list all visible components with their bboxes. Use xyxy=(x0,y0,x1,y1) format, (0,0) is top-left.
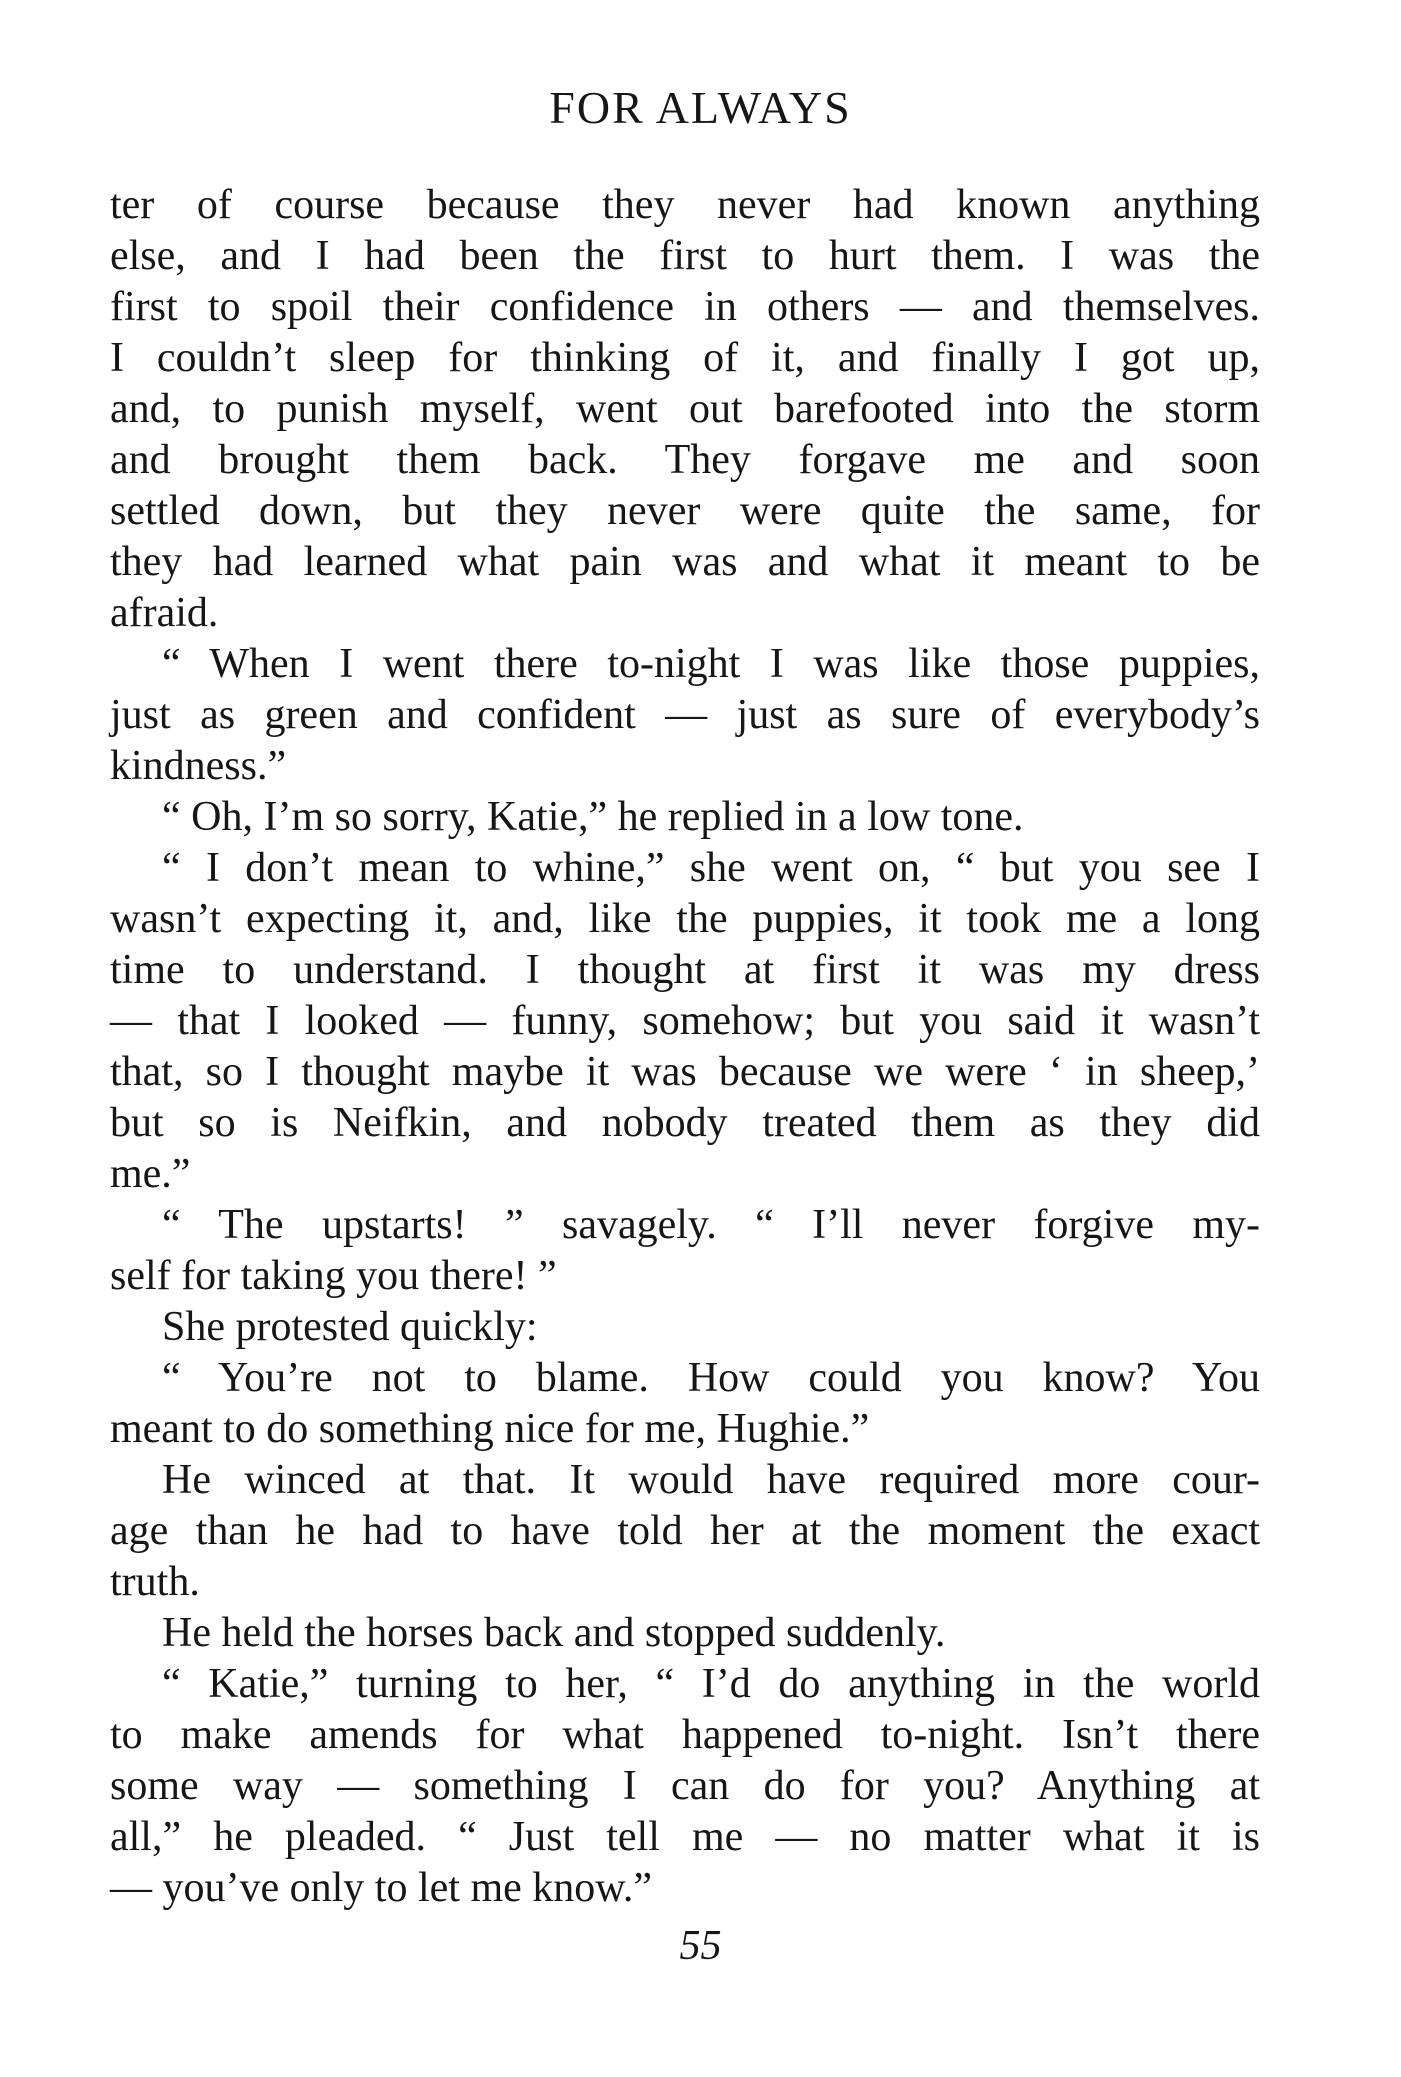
body-text xyxy=(110,180,1260,1914)
text-line: they had learned what pain was and what it meant to be xyxy=(110,539,1260,585)
text-line: settled down, but they never were quite the same, for xyxy=(110,488,1260,534)
text-line: all,” he pleaded. “ Just tell me — no matter what it is xyxy=(110,1814,1260,1860)
text-line: that, so I thought maybe it was because we were ‘ in sheep,’ xyxy=(110,1049,1260,1095)
text-line: — you’ve only to let me know.” xyxy=(110,1865,653,1911)
text-line: else, and I had been the first to hurt them. I was the xyxy=(110,233,1260,279)
text-line: meant to do something nice for me, Hughie.” xyxy=(110,1406,870,1452)
text-line: just as green and confident — just as sure of everybody’s xyxy=(110,692,1260,738)
text-line: and brought them back. They forgave me and soon xyxy=(110,437,1260,483)
text-line: but so is Neifkin, and nobody treated them as they did xyxy=(110,1100,1260,1146)
text-line: “ Katie,” turning to her, “ I’d do anything in the world xyxy=(162,1661,1260,1707)
text-line: afraid. xyxy=(110,590,219,636)
text-line: me.” xyxy=(110,1151,191,1197)
text-line: He winced at that. It would have required more cour- xyxy=(162,1457,1260,1503)
text-line: time to understand. I thought at first it was my dress xyxy=(110,947,1260,993)
text-line: self for taking you there! ” xyxy=(110,1253,557,1299)
text-line: — that I looked — funny, somehow; but you said it wasn’t xyxy=(110,998,1260,1044)
text-line: kindness.” xyxy=(110,743,287,789)
text-line: “ I don’t mean to whine,” she went on, “ but you see I xyxy=(162,845,1260,891)
text-line: “ Oh, I’m so sorry, Katie,” he replied in a low tone. xyxy=(162,794,1024,840)
text-line: some way — something I can do for you? Anything at xyxy=(110,1763,1260,1809)
text-line: and, to punish myself, went out barefooted into the storm xyxy=(110,386,1260,432)
text-line: first to spoil their confidence in others — and themselves. xyxy=(110,284,1260,330)
text-line: age than he had to have told her at the moment the exact xyxy=(110,1508,1260,1554)
text-line: to make amends for what happened to-night. Isn’t there xyxy=(110,1712,1260,1758)
text-line: “ The upstarts! ” savagely. “ I’ll never forgive my- xyxy=(162,1202,1260,1248)
page-number: 55 xyxy=(679,1923,722,1969)
text-line: He held the horses back and stopped suddenly. xyxy=(162,1610,946,1656)
running-head: FOR ALWAYS xyxy=(549,82,852,133)
text-line: “ When I went there to-night I was like those puppies, xyxy=(162,641,1260,687)
text-line: wasn’t expecting it, and, like the puppies, it took me a long xyxy=(110,896,1260,942)
text-line: truth. xyxy=(110,1559,200,1605)
text-line: ter of course because they never had known anything xyxy=(110,182,1260,228)
text-line: “ You’re not to blame. How could you know? You xyxy=(162,1355,1260,1401)
text-line: I couldn’t sleep for thinking of it, and finally I got up, xyxy=(110,335,1260,381)
text-line: She protested quickly: xyxy=(162,1304,538,1350)
